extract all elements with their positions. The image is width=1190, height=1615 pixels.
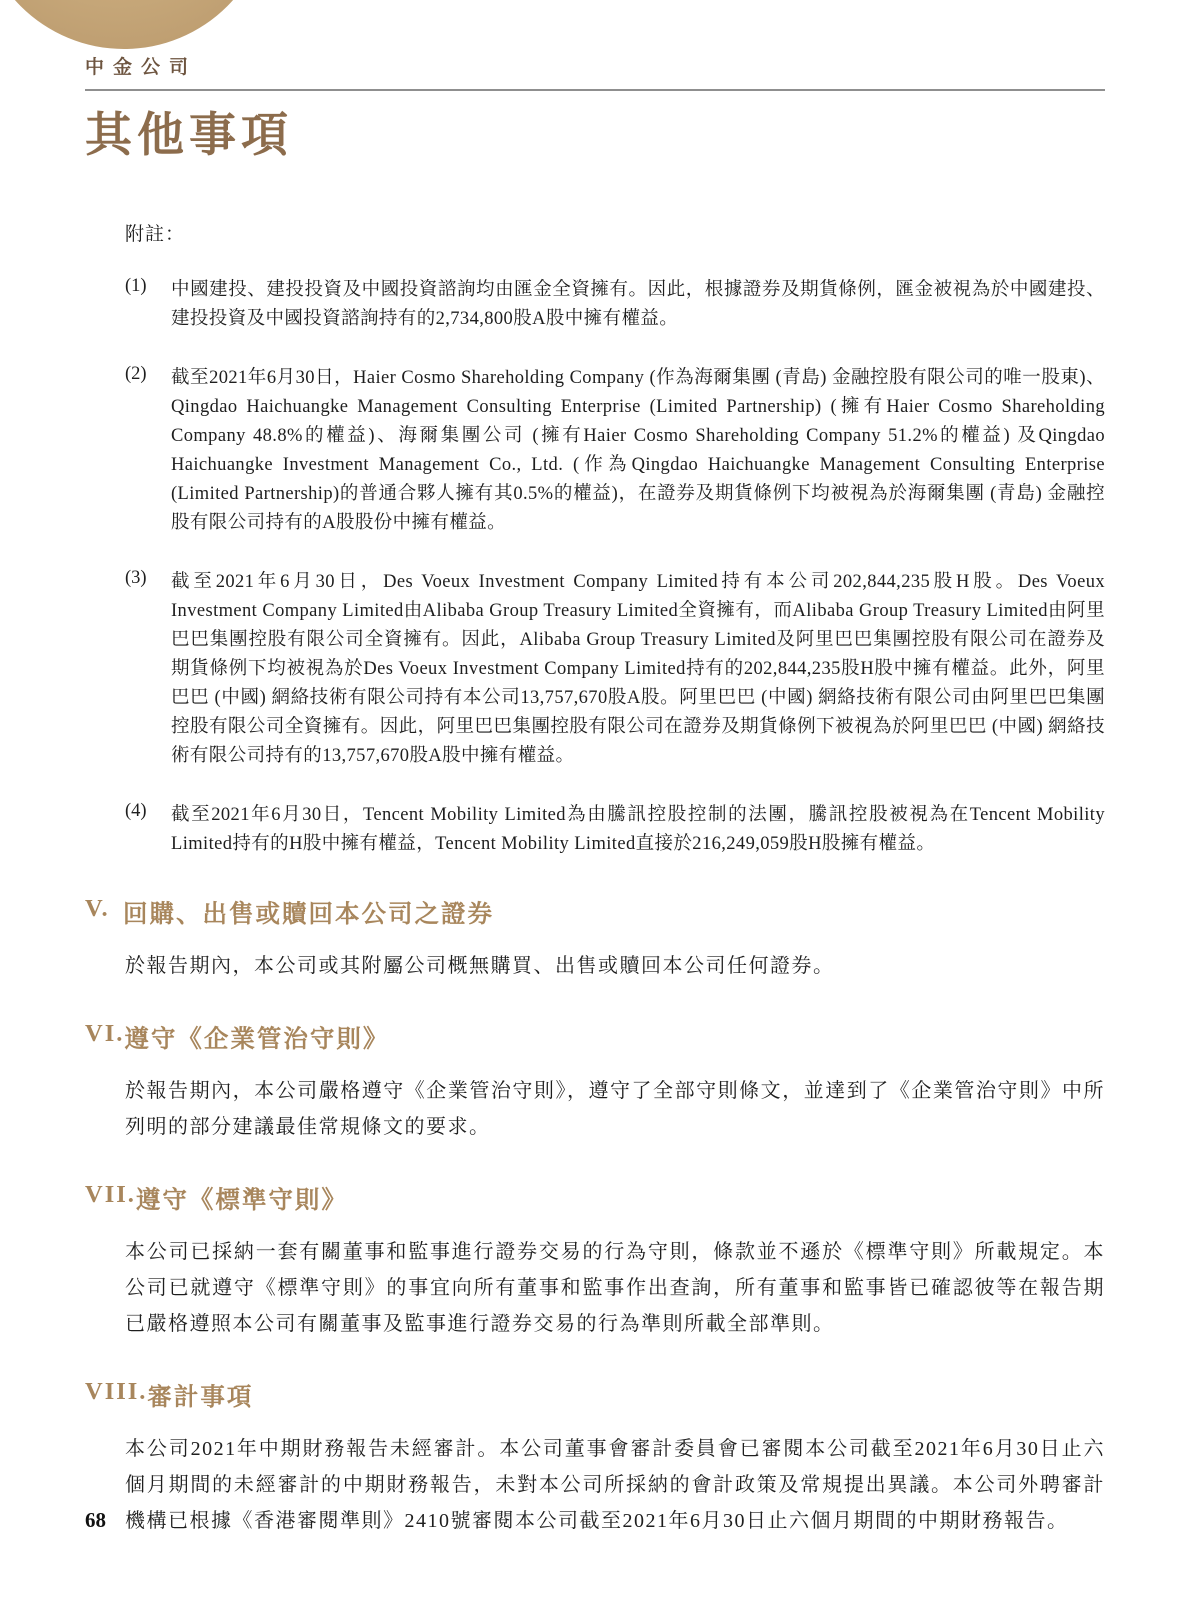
note-item xyxy=(125,276,1105,334)
notes-label: 附註： xyxy=(125,224,186,246)
section-heading-repurchase xyxy=(85,895,1105,930)
cicc-logo-icon xyxy=(0,0,270,49)
note-text: 中國建投、建投投資及中國投資諮詢均由匯金全資擁有。因此，根據證券及期貨條例，匯金被視為於中國建投、建投投資及中國投資諮詢持有的2,734,800股A股中擁有權益。 xyxy=(171,280,1105,330)
header-rule xyxy=(85,89,1105,91)
note-number: (4) xyxy=(125,801,147,822)
section-number: VIII. xyxy=(85,1378,148,1406)
section-body: 本公司2021年中期財務報告未經審計。本公司董事會審計委員會已審閱本公司截至2021年6月30日止六個月期間的未經審計的中期財務報告，未對本公司所採納的會計政策及常規提出異議。本公司外聘審計機構已根據《香港審閱準則》2410號審閱本公司截至2021年6月30日止六個月期間的中期財務報告。 xyxy=(125,1438,1105,1533)
section-body: 於報告期內，本公司嚴格遵守《企業管治守則》，遵守了全部守則條文，並達到了《企業管治守則》中所列明的部分建議最佳常規條文的要求。 xyxy=(125,1080,1105,1139)
section-body: 於報告期內，本公司或其附屬公司概無購買、出售或贖回本公司任何證券。 xyxy=(125,955,835,978)
section-heading-audit-matters xyxy=(85,1378,1105,1413)
page-number: 68 xyxy=(85,1508,106,1532)
note-text: 截至2021年6月30日，Tencent Mobility Limited為由騰訊控股控制的法團，騰訊控股被視為在Tencent Mobility Limited持有的H股中擁有權益，Tencent Mobility Limited直接於216,249,059股H股擁有權益。 xyxy=(171,805,1105,855)
page-title: 其他事項 xyxy=(85,110,293,162)
section-number: V. xyxy=(85,895,110,923)
section-heading-model-code xyxy=(85,1181,1105,1216)
section-title: 回購、出售或贖回本公司之證券 xyxy=(123,901,494,929)
note-number: (1) xyxy=(125,276,147,297)
section-number: VII. xyxy=(85,1181,136,1209)
section-title: 遵守《標準守則》 xyxy=(135,1187,348,1215)
note-number: (2) xyxy=(125,364,147,385)
section-heading-corp-governance xyxy=(85,1020,1105,1055)
note-number: (3) xyxy=(125,568,147,589)
note-item xyxy=(125,801,1105,859)
note-item xyxy=(125,568,1105,771)
section-body: 本公司已採納一套有關董事和監事進行證券交易的行為守則，條款並不遜於《標準守則》所載規定。本公司已就遵守《標準守則》的事宜向所有董事和監事作出查詢，所有董事和監事皆已確認彼等在報告期已嚴格遵照本公司有關董事及監事進行證券交易的行為準則所載全部準則。 xyxy=(125,1241,1105,1336)
section-title: 遵守《企業管治守則》 xyxy=(124,1026,390,1054)
section-title: 審計事項 xyxy=(147,1384,254,1412)
note-text: 截至2021年6月30日，Haier Cosmo Shareholding Company (作為海爾集團 (青島) 金融控股有限公司的唯一股東)、Qingdao Haichuangke Management Consulting Enterprise (Limited Partnership) (擁有Haier Cosmo Shareholding Company 48.8%的權益)、海爾集團公司 (擁有Haier Cosmo Shareholding Company 51.2%的權益) 及Qingdao Haichuangke Investment Management Co., Ltd. (作為Qingdao Haichuangke Management Consulting Enterprise (Limited Partnership)的普通合夥人擁有其0.5%的權益)，在證券及期貨條例下均被視為於海爾集團 (青島) 金融控股有限公司持有的A股股份中擁有權益。 xyxy=(171,368,1105,534)
note-text: 截至2021年6月30日，Des Voeux Investment Company Limited持有本公司202,844,235股H股。Des Voeux Investment Company Limited由Alibaba Group Treasury Limited全資擁有，而Alibaba Group Treasury Limited由阿里巴巴集團控股有限公司全資擁有。因此，Alibaba Group Treasury Limited及阿里巴巴集團控股有限公司在證券及期貨條例下均被視為於Des Voeux Investment Company Limited持有的202,844,235股H股中擁有權益。此外，阿里巴巴 (中國) 網絡技術有限公司持有本公司13,757,670股A股。阿里巴巴 (中國) 網絡技術有限公司由阿里巴巴集團控股有限公司全資擁有。因此，阿里巴巴集團控股有限公司在證券及期貨條例下被視為於阿里巴巴 (中國) 網絡技術有限公司持有的13,757,670股A股中擁有權益。 xyxy=(171,572,1105,767)
brand-text: 中金公司 xyxy=(85,57,198,78)
section-number: VI. xyxy=(85,1020,125,1048)
page-content xyxy=(0,52,1190,1539)
note-item xyxy=(125,364,1105,538)
